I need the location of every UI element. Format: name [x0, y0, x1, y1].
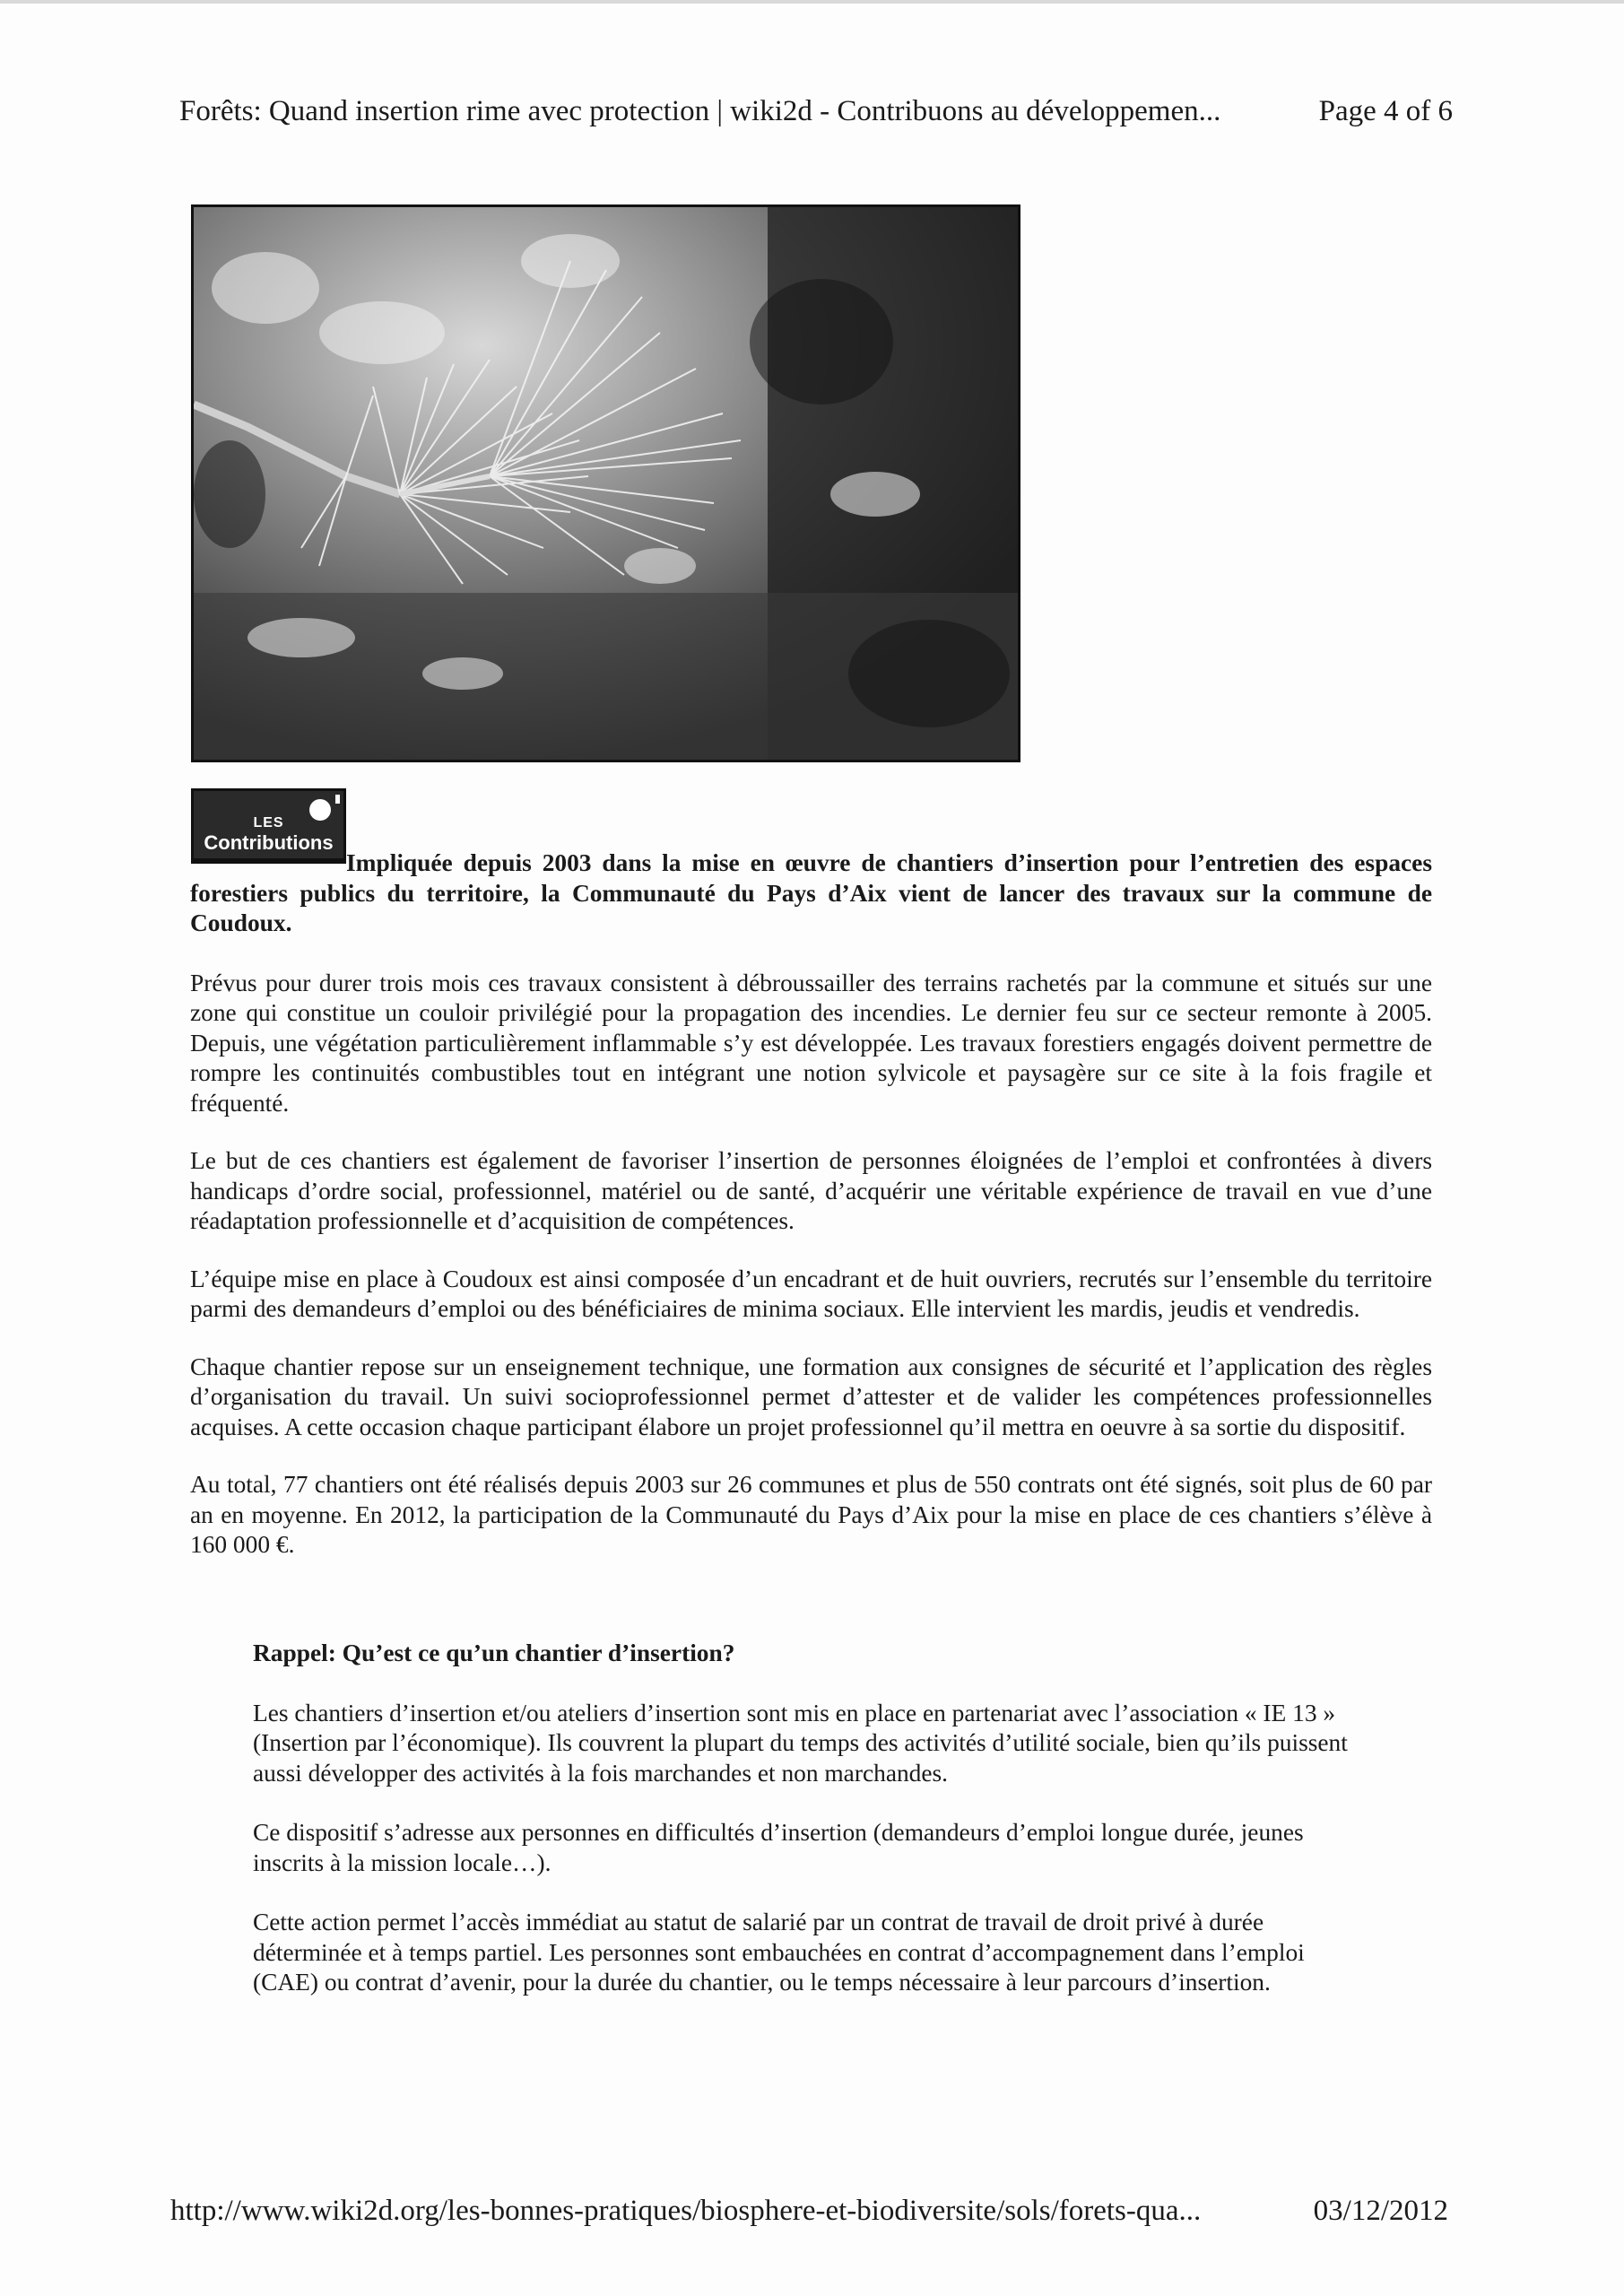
- print-header: [179, 91, 1453, 131]
- print-footer: [170, 2191, 1448, 2231]
- article-paragraph-3: L’équipe mise en place à Coudoux est ainsi composée d’un encadrant et de huit ouvriers, recrutés sur l’ensemble du territoire parmi des demandeurs d’emploi ou des bénéficiaires de minima sociaux. Elle intervient les mardis, jeudis et vendredis.: [190, 1265, 1432, 1322]
- logo-text-top: LES: [253, 815, 284, 831]
- reminder-paragraph-3: Cette action permet l’accès immédiat au statut de salarié par un contrat de travail de droit privé à durée déterminée et à temps partiel. Les personnes sont embauchées en contrat d’accompagnement dans l’emploi (CAE) ou contrat d’avenir, pour la durée du chantier, ou le temps nécessaire à leur parcours d’insertion.: [253, 1909, 1305, 1996]
- page-number: Page 4 of 6: [1318, 95, 1453, 127]
- article-paragraph-4: Chaque chantier repose sur un enseignement technique, une formation aux consignes de sécurité et l’application des règles d’organisation du travail. Un suivi socioprofessionnel permet d’attester et de valider les compétences professionnelles acquises. A cette occasion chaque participant élabore un projet professionnel qu’il mettra en oeuvre à sa sortie du dispositif.: [190, 1352, 1432, 1440]
- article-paragraph-1: Prévus pour durer trois mois ces travaux consistent à débroussailler des terrains rachetés par la commune et situés sur une zone qui constitue un couloir privilégié pour la propagation des incendies. Le dernier feu sur ce secteur remonte à 2005. Depuis, une végétation particulièrement inflammable s’y est développée. Les travaux forestiers engagés doivent permettre de rompre les continuités combustibles tout en intégrant une notion sylvicole et paysagère sur ce site à la fois fragile et fréquenté.: [190, 969, 1432, 1117]
- source-url[interactable]: http://www.wiki2d.org/les-bonnes-pratiques/biosphere-et-biodiversite/sols/forets-qua...: [170, 2195, 1202, 2227]
- reminder-section: [253, 1639, 1374, 2028]
- reminder-paragraph-1: Les chantiers d’insertion et/ou ateliers d’insertion sont mis en place en partenariat avec l’association « IE 13 » (Insertion par l’économique). Ils couvrent la plupart du temps des activités d’utilité sociale, bien qu’ils puissent aussi développer des activités à la fois marchandes et non marchandes.: [253, 1699, 1348, 1787]
- article-lead: Impliquée depuis 2003 dans la mise en œuvre de chantiers d’insertion pour l’entretien des espaces forestiers publics du territoire, la Communauté du Pays d’Aix vient de lancer des travaux sur la commune de Coudoux.: [190, 849, 1432, 936]
- pine-branch-photo: [191, 204, 1020, 762]
- print-date: 03/12/2012: [1313, 2195, 1448, 2227]
- article-paragraph-5: Au total, 77 chantiers ont été réalisés depuis 2003 sur 26 communes et plus de 550 contrats ont été signés, soit plus de 60 par an en moyenne. En 2012, la participation de la Communauté du Pays d’Aix pour la mise en place de ces chantiers s’élève à 160 000 €.: [190, 1471, 1432, 1558]
- reminder-paragraph-2: Ce dispositif s’adresse aux personnes en difficultés d’insertion (demandeurs d’emploi longue durée, jeunes inscrits à la mission locale…).: [253, 1819, 1304, 1876]
- logo-mark-icon: [335, 795, 340, 804]
- article-body: [190, 848, 1432, 1588]
- reminder-heading: Rappel: Qu’est ce qu’un chantier d’insertion?: [253, 1639, 735, 1666]
- logo-text-main: Contributions: [204, 831, 334, 854]
- article-paragraph-2: Le but de ces chantiers est également de favoriser l’insertion de personnes éloignées de l’emploi et confrontées à divers handicaps d’ordre social, professionnel, matériel ou de santé, d’acquérir une véritable expérience de travail en vue d’une réadaptation professionnelle et d’acquisition de compétences.: [190, 1147, 1432, 1234]
- page-top-edge: [0, 0, 1624, 4]
- page-title: Forêts: Quand insertion rime avec protection | wiki2d - Contribuons au développemen...: [179, 95, 1221, 127]
